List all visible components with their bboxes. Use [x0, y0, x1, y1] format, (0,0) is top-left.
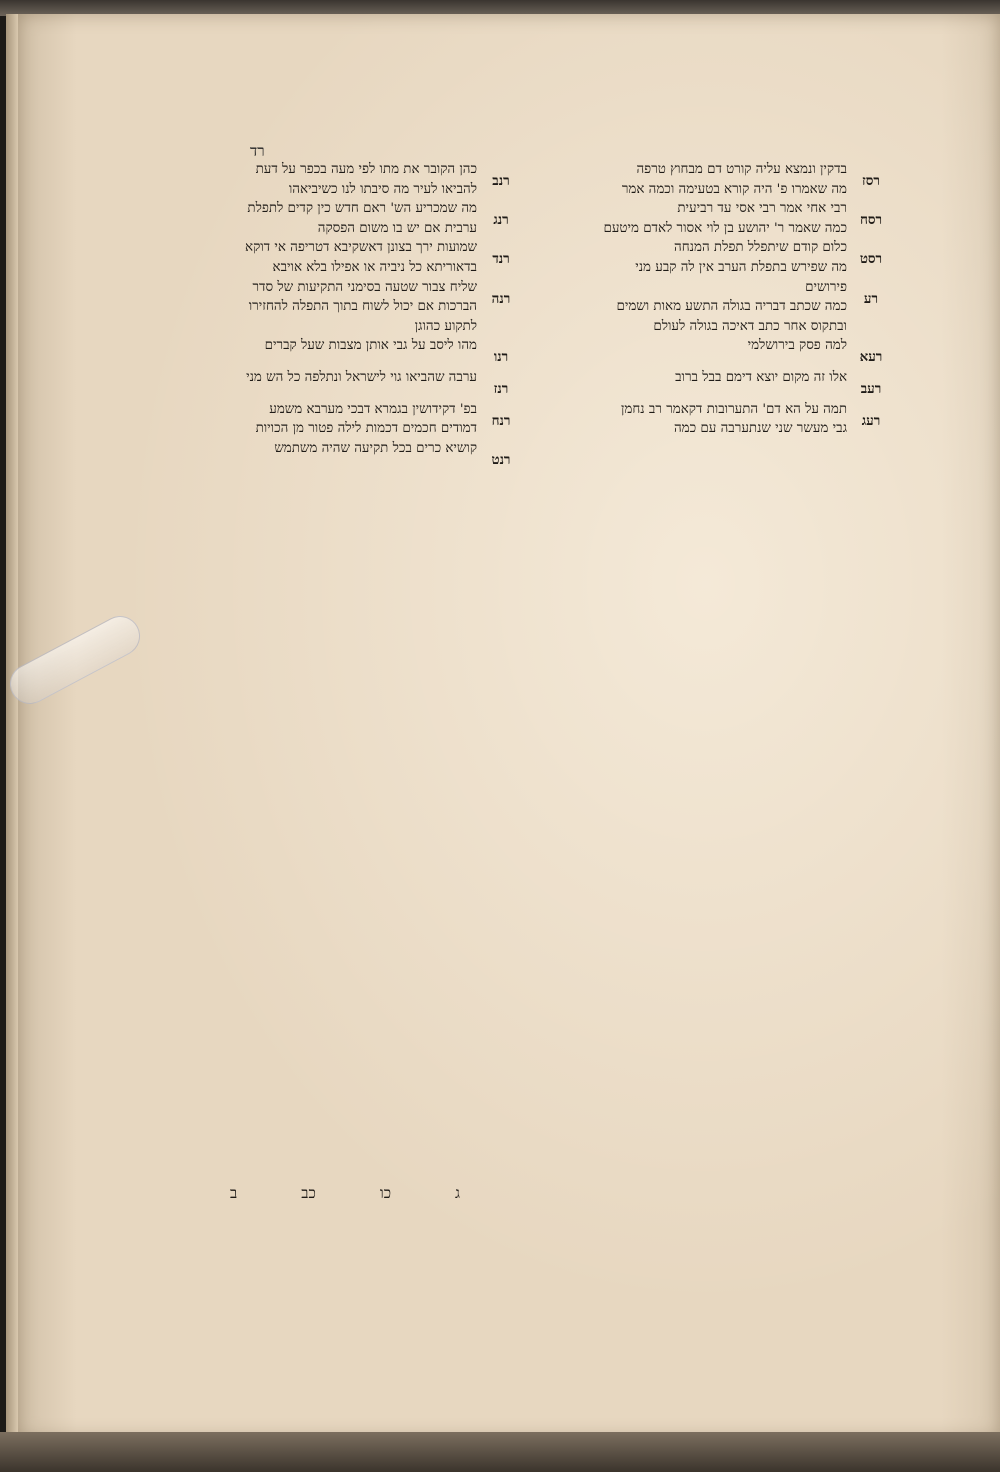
text-line: שליח צבור שטעה בסימני התקיעות של סדר — [252, 279, 477, 295]
catchwords — [230, 1184, 460, 1203]
entry-number: רנד — [492, 251, 510, 268]
text-line: פירושים — [805, 279, 847, 295]
right-column — [575, 160, 895, 439]
entry-number: רעב — [860, 380, 882, 397]
entry-text — [575, 278, 847, 337]
entry-number: רנט — [491, 451, 511, 468]
entry — [575, 238, 895, 277]
page-edge-strip — [6, 14, 18, 1438]
entry-number: רסח — [859, 212, 883, 229]
text-line: ערבה שהביאו גוי לישראל ונתלפה כל הש מני — [246, 369, 477, 385]
entry — [575, 278, 895, 337]
text-line: מה שפירש בתפלת הערב אין לה קבע מני — [635, 259, 847, 275]
catchword: כו — [379, 1184, 392, 1202]
entry-text — [205, 238, 477, 277]
entry-text — [575, 238, 847, 277]
folio-number: רד — [250, 142, 265, 160]
entry-number: רנח — [491, 412, 511, 429]
book-edge-bottom — [0, 1432, 1000, 1472]
catchword: כב — [301, 1184, 316, 1202]
text-line: מהו ליסב על גבי אותן מצבות שעל קברים — [264, 338, 477, 354]
entry-text — [205, 368, 477, 388]
text-line: תמה על הא דם' התערובות דקאמר רב נחמן — [621, 401, 847, 417]
text-line: מה שמכריע הש' ראם חדש כין קדים לתפלת — [247, 201, 477, 217]
entry-number: רסז — [862, 173, 880, 189]
entry-text — [205, 400, 477, 439]
entry — [575, 199, 895, 238]
text-line: למה פסק בירושלמי — [747, 338, 847, 354]
entry-text — [575, 336, 847, 356]
entry — [205, 160, 525, 199]
entry — [205, 400, 525, 439]
entry-text — [575, 199, 847, 238]
left-column — [205, 160, 525, 470]
entry-text — [575, 368, 847, 388]
text-line: כהן הקובר את מתו לפי מעה בכפר על דעת — [255, 162, 477, 177]
text-line: להביאו לעיר מה סיבתו לנו כשיביאהו — [288, 181, 477, 197]
text-line: מה שאמרו פ' היה קורא בטעימה וכמה אמר — [621, 181, 847, 197]
entry-number: רע — [863, 290, 879, 307]
entry-text — [205, 160, 477, 199]
entry-number: רנב — [492, 173, 510, 189]
text-line: כמה שאמר ר' יהושע בן לוי אסור לאדם מיטעם — [603, 220, 847, 236]
entry — [205, 238, 525, 277]
text-line: בפ' דקידושין בגמרא דבכי מערבא משמע — [269, 401, 477, 417]
entry-text — [205, 336, 477, 356]
entry — [575, 368, 895, 400]
entry-text — [205, 278, 477, 337]
entry-number: רנו — [493, 349, 509, 366]
text-line: בדקין ונמצא עליה קורט דם מבחוץ טרפה — [636, 162, 847, 177]
entry-number: רנג — [493, 212, 509, 229]
text-line: אלו זה מקום יוצא דימם בבל ברוב — [675, 369, 847, 385]
text-line: דמודים חכמים דכמות לילה פטור מן הכויות — [255, 421, 477, 437]
entry-text — [575, 160, 847, 199]
text-line: כמה שכתב דבריה בגולה התשע מאות ושמים — [616, 299, 847, 315]
catchword: ג — [455, 1184, 460, 1202]
text-line: ובתקוס אחר כתב דאיכה בגולה לעולם — [653, 318, 847, 334]
entry — [575, 336, 895, 368]
entry-text — [205, 439, 477, 459]
text-line: כלום קודם שיתפלל תפלת המנחה — [674, 240, 847, 256]
entry-text — [205, 199, 477, 238]
entry — [205, 336, 525, 368]
entry-number: רעג — [861, 412, 881, 429]
entry-number: רנז — [493, 380, 509, 397]
entry-text — [575, 400, 847, 439]
text-line: בדאוריתא כל ניביה או אפילו בלא אויבא — [272, 259, 477, 275]
text-line: גבי מעשר שני שנתערבה עם כמה — [673, 421, 847, 437]
entry — [575, 400, 895, 439]
text-line: ערבית אם יש בו משום הפסקה — [317, 220, 477, 236]
text-line: רבי אחי אמר רבי אסי עד רביעית — [677, 201, 847, 217]
entry-number: רנה — [491, 290, 511, 307]
entry — [205, 439, 525, 471]
entry-number: רסט — [859, 251, 883, 268]
catchword: ב — [230, 1184, 238, 1202]
entry — [205, 199, 525, 238]
entry — [575, 160, 895, 199]
text-line: לתקוע כהוגן — [414, 318, 477, 334]
text-line: קושיא כרים בכל תקיעה שהיה משתמש — [274, 440, 477, 456]
text-line: הברכות אם יכול לשוח בתוך התפלה להחזירו — [248, 299, 477, 315]
entry — [205, 368, 525, 400]
entry-number: רעא — [859, 349, 883, 366]
entry — [205, 278, 525, 337]
text-line: שמועות ירך בצונן דאשקיבא דטריפה אי דוקא — [245, 240, 477, 256]
